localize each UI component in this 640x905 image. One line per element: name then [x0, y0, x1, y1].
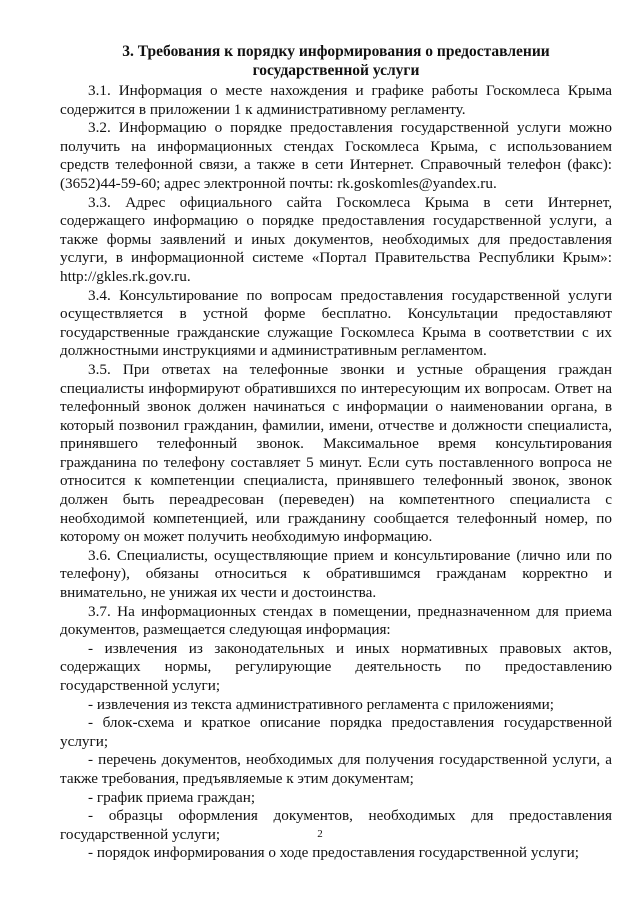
paragraph-3-2: 3.2. Информацию о порядке предоставления государственной услуги можно получить на информационных стендах Госкомлеса Крыма, с использованием средств телефонной связи, а также в сети Интернет. Справочный телефон (факс): (3652)44-59-60; адрес электронной почты: rk.goskomles@yandex.ru.	[60, 119, 612, 192]
paragraph-3-5: 3.5. При ответах на телефонные звонки и устные обращения граждан специалисты информируют обратившихся по интересующим их вопросам. Ответ на телефонный звонок должен начинаться с информации о наименовании органа, в который позвонил гражданин, фамилии, имени, отчестве и должности специалиста, принявшего телефонный звонок. Максимальное время консультирования гражданина по телефону составляет 5 минут. Если суть поставленного вопроса не относится к компетенции специалиста, принявшего телефонный звонок, звонок должен быть переадресован (переведен) на компетентного специалиста с необходимой компетенцией, или гражданину сообщается телефонный номер, по которому он может получить необходимую информацию.	[60, 360, 612, 546]
list-item: - перечень документов, необходимых для получения государственной услуги, а также требования, предъявляемые к этим документам;	[60, 751, 612, 787]
list-item: - порядок информирования о ходе предоставления государственной услуги;	[88, 844, 579, 862]
page-number: 2	[317, 828, 323, 840]
list-item: - блок-схема и краткое описание порядка предоставления государственной услуги;	[60, 714, 612, 750]
list-item: - образцы оформления документов, необходимых для предоставления государственной услуги;	[60, 807, 612, 843]
list-item: - извлечения из законодательных и иных нормативных правовых актов, содержащих нормы, регулирующие деятельность по предоставлению государственной услуги;	[60, 639, 612, 694]
document-body	[60, 82, 612, 863]
paragraph-3-1: 3.1. Информация о месте нахождения и графике работы Госкомлеса Крыма содержится в приложении 1 к административному регламенту.	[60, 82, 612, 118]
paragraph-3-3: 3.3. Адрес официального сайта Госкомлеса Крыма в сети Интернет, содержащего информацию о порядке предоставления государственной услуги, а также формы заявлений и иных документов, необходимых для предоставления услуги, в информационной системе «Портал Правительства Республики Крым»: http://gkles.rk.gov.ru.	[60, 193, 612, 285]
section-heading-line-2: государственной услуги	[252, 62, 420, 79]
paragraph-3-7: 3.7. На информационных стендах в помещении, предназначенном для приема документов, размещается следующая информация:	[60, 602, 612, 639]
list-item: - график приема граждан;	[88, 788, 256, 806]
list-item: - извлечения из текста административного регламента с приложениями;	[88, 695, 554, 713]
section-heading	[60, 42, 612, 80]
paragraph-3-6: 3.6. Специалисты, осуществляющие прием и консультирование (лично или по телефону), обязаны относиться к обратившимся гражданам корректно и внимательно, не унижая их чести и достоинства.	[60, 546, 612, 602]
paragraph-3-4: 3.4. Консультирование по вопросам предоставления государственной услуги осуществляется в устной форме бесплатно. Консультации предоставляют государственные гражданские служащие Госкомлеса Крыма в соответствии с их должностными инструкциями и административным регламентом.	[60, 286, 612, 360]
section-heading-line-1: 3. Требования к порядку информирования о предоставлении	[122, 43, 550, 60]
